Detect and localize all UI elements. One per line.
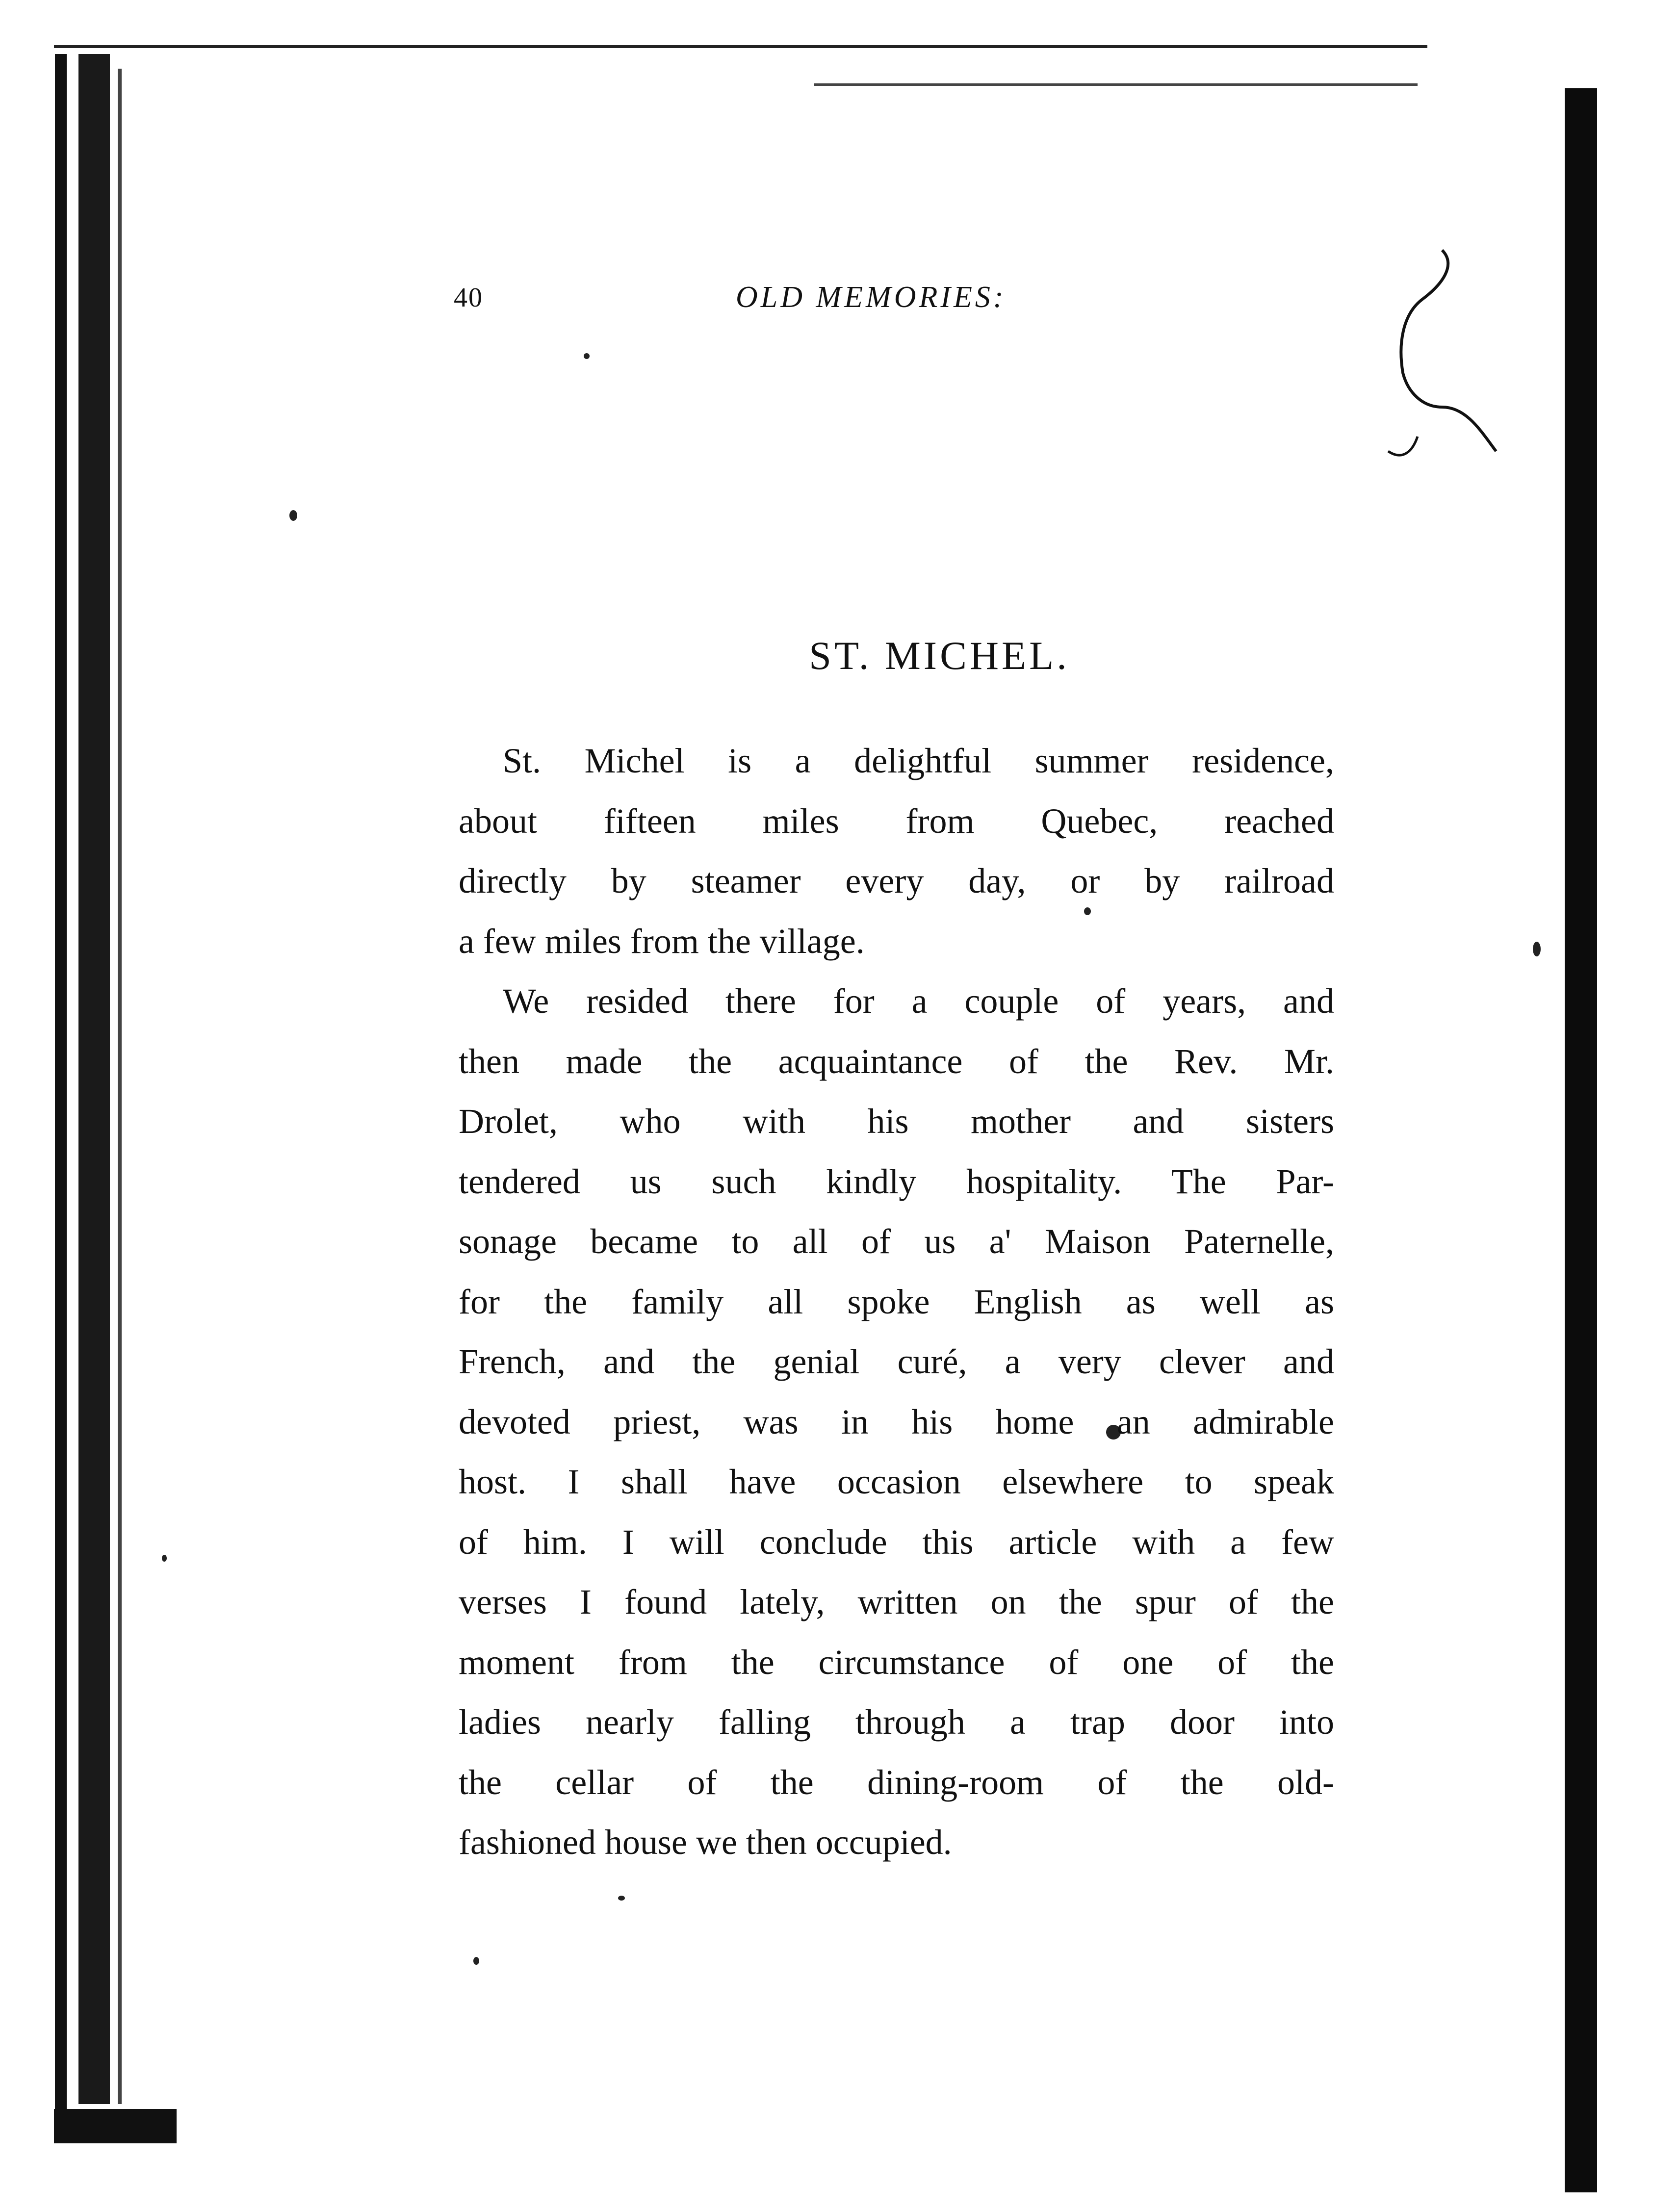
scan-edge-top-secondary	[814, 83, 1418, 86]
running-title: OLD MEMORIES:	[736, 281, 1007, 314]
text-line: devoted priest, was in his home an admirable	[459, 1402, 1334, 1441]
page-number: 40	[454, 283, 483, 313]
article-title: ST. MICHEL.	[809, 633, 1070, 678]
text-line: sonage became to all of us a' Maison Paternelle,	[459, 1222, 1334, 1261]
text-line: then made the acquaintance of the Rev. Mr.	[459, 1041, 1334, 1081]
text-line: tendered us such kindly hospitality. The Par-	[459, 1161, 1334, 1201]
text-line: a few miles from the village.	[459, 921, 865, 961]
scan-speck	[162, 1555, 167, 1562]
article-body	[459, 731, 1334, 1873]
scan-edge-left-foot	[54, 2109, 177, 2143]
text-line: host. I shall have occasion elsewhere to speak	[459, 1462, 1334, 1501]
text-line: of him. I will conclude this article with a few	[459, 1522, 1334, 1562]
scan-speck	[584, 353, 590, 359]
text-line: the cellar of the dining-room of the old-	[459, 1762, 1334, 1802]
text-line: verses I found lately, written on the spur of the	[459, 1582, 1334, 1621]
text-line: Drolet, who with his mother and sisters	[459, 1102, 1334, 1141]
paragraph-2	[459, 971, 1334, 1873]
text-line: We resided there for a couple of years, and	[503, 981, 1334, 1021]
scan-edge-left	[55, 54, 67, 2124]
paragraph-1	[459, 731, 1334, 971]
running-head	[441, 282, 1364, 326]
scan-edge-left-line	[118, 69, 122, 2104]
scan-speck	[618, 1896, 625, 1901]
scan-edge-top	[54, 45, 1427, 48]
text-line: moment from the circumstance of one of the	[459, 1642, 1334, 1682]
scan-edge-right	[1565, 88, 1597, 2192]
scan-speck	[289, 510, 297, 521]
text-line: for the family all spoke English as well as	[459, 1282, 1334, 1321]
text-line: French, and the genial curé, a very clever and	[459, 1342, 1334, 1381]
scan-speck	[473, 1957, 479, 1965]
text-line: St. Michel is a delightful summer residence,	[503, 741, 1334, 780]
text-line: about fifteen miles from Quebec, reached	[459, 801, 1334, 841]
text-line: fashioned house we then occupied.	[459, 1823, 952, 1862]
scan-edge-left-shadow	[78, 54, 110, 2104]
pen-scribble-mark	[1383, 245, 1511, 481]
text-line: ladies nearly falling through a trap door into	[459, 1702, 1334, 1742]
text-line: directly by steamer every day, or by railroad	[459, 861, 1334, 900]
scan-speck	[1533, 942, 1541, 956]
